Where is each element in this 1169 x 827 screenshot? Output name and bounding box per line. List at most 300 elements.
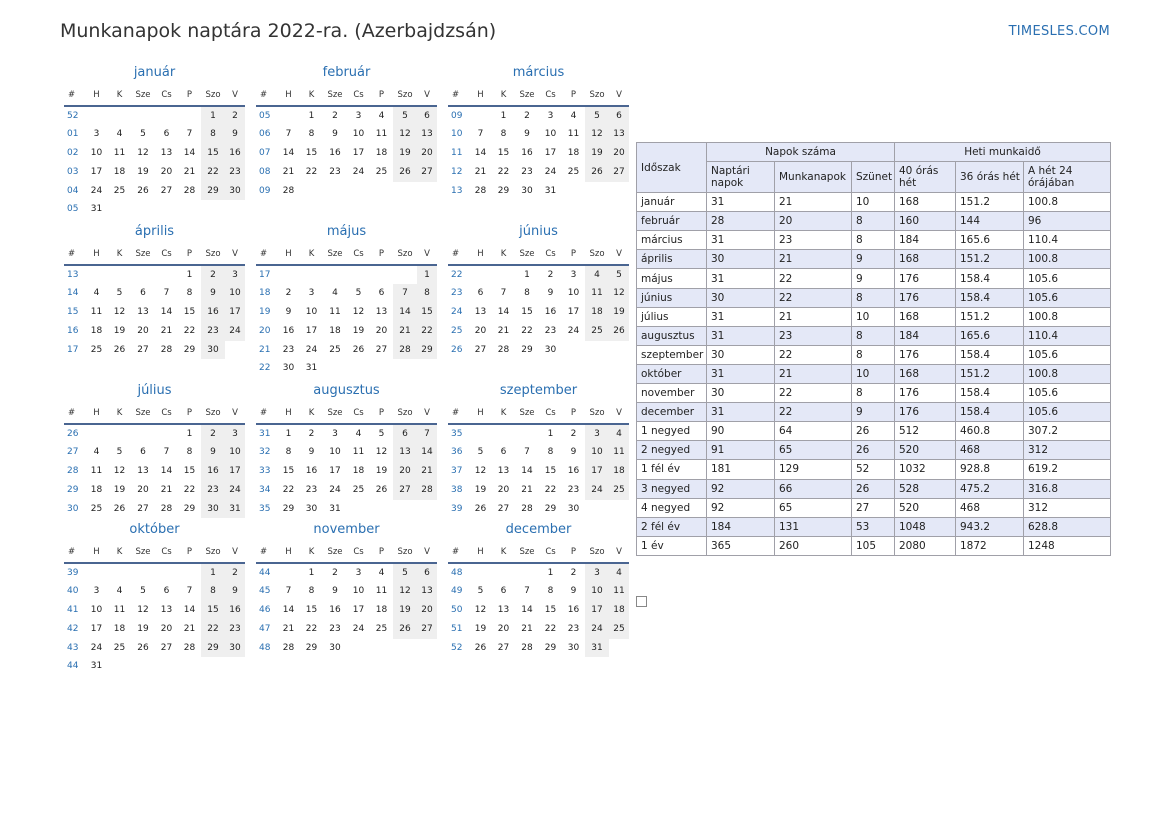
day-cell: 15 (201, 601, 225, 620)
day-cell: 12 (474, 466, 487, 477)
day-cell (562, 182, 585, 201)
day-cell: 13 (609, 125, 629, 144)
day-cell: 20 (393, 462, 417, 481)
weekday-header: V (417, 543, 437, 563)
week-row (448, 284, 629, 303)
week-number: 26 (451, 344, 463, 355)
value-cell: 9 (852, 250, 895, 269)
day-cell: 9 (332, 129, 338, 140)
day-cell: 11 (90, 307, 103, 318)
day-cell (131, 657, 155, 676)
day-cell: 8 (285, 447, 292, 458)
day-cell (370, 182, 393, 201)
week-number: 33 (259, 466, 271, 477)
day-cell: 1 (524, 269, 530, 280)
day-cell: 16 (521, 148, 533, 159)
day-cell: 25 (609, 481, 629, 500)
day-cell: 26 (609, 322, 629, 341)
month-calendar (64, 521, 245, 676)
day-cell: 3 (585, 424, 609, 444)
day-cell: 22 (544, 484, 557, 495)
day-cell: 14 (393, 303, 417, 322)
week-number: 27 (67, 447, 79, 458)
weekday-header: Sze (323, 404, 347, 424)
weekday-header: Cs (347, 404, 370, 424)
week-number: 32 (259, 447, 271, 458)
week-row (64, 125, 245, 144)
day-cell: 13 (497, 605, 510, 616)
day-cell: 28 (282, 185, 295, 196)
day-cell: 10 (544, 129, 557, 140)
day-cell: 5 (116, 447, 123, 458)
table-row (637, 326, 1111, 345)
day-cell: 11 (609, 582, 629, 601)
day-cell: 26 (474, 503, 487, 514)
value-cell: 260 (775, 536, 852, 555)
weekday-header: K (492, 404, 515, 424)
day-cell: 29 (183, 344, 196, 355)
week-number-header: # (64, 86, 85, 106)
value-cell: 27 (852, 498, 895, 517)
day-cell: 9 (332, 586, 338, 597)
value-cell: 92 (707, 498, 775, 517)
week-row (448, 144, 629, 163)
day-cell: 23 (544, 325, 557, 336)
weekday-header: Cs (539, 245, 562, 265)
period-cell: július (637, 307, 707, 326)
value-cell: 30 (707, 384, 775, 403)
value-cell: 100.8 (1024, 307, 1111, 326)
day-cell: 7 (524, 586, 530, 597)
week-number: 52 (451, 642, 463, 653)
day-cell: 23 (567, 623, 580, 634)
day-cell: 2 (201, 424, 225, 444)
weekday-header: H (277, 404, 300, 424)
day-cell: 15 (201, 144, 225, 163)
table-row (637, 250, 1111, 269)
value-cell: 26 (852, 422, 895, 441)
week-number: 25 (451, 325, 463, 336)
value-cell: 160 (895, 212, 956, 231)
value-cell: 144 (956, 212, 1024, 231)
period-cell: május (637, 269, 707, 288)
day-cell: 29 (521, 344, 533, 355)
week-row (448, 500, 629, 519)
value-cell: 9 (852, 403, 895, 422)
weekday-header: K (108, 86, 131, 106)
weekday-header: V (225, 543, 245, 563)
week-row (448, 322, 629, 341)
weekday-header: K (492, 245, 515, 265)
day-cell: 30 (282, 363, 295, 374)
day-cell: 28 (183, 185, 196, 196)
day-cell: 2 (285, 288, 292, 299)
day-cell: 7 (163, 447, 170, 458)
weekday-header: H (277, 86, 300, 106)
value-cell: 168 (895, 364, 956, 383)
day-cell: 30 (305, 503, 318, 514)
week-number: 21 (259, 344, 271, 355)
period-cell: 2 fél év (637, 517, 707, 536)
value-cell: 105 (852, 536, 895, 555)
week-number: 14 (67, 288, 79, 299)
week-row (448, 620, 629, 639)
week-number-header: # (64, 245, 85, 265)
day-cell: 28 (474, 185, 487, 196)
value-cell: 151.2 (956, 364, 1024, 383)
value-cell: 105.6 (1024, 288, 1111, 307)
weekday-header: P (370, 404, 393, 424)
week-row (448, 265, 629, 285)
weekday-header: K (300, 245, 323, 265)
value-cell: 520 (895, 441, 956, 460)
value-cell: 31 (707, 326, 775, 345)
week-number: 46 (259, 605, 271, 616)
day-cell (201, 657, 225, 676)
day-cell (300, 182, 323, 201)
week-row (256, 182, 437, 201)
day-cell (515, 563, 539, 583)
day-cell: 10 (225, 284, 245, 303)
day-cell: 29 (282, 503, 295, 514)
day-cell: 10 (305, 307, 318, 318)
table-row (637, 498, 1111, 517)
day-cell: 9 (547, 288, 554, 299)
week-row (64, 563, 245, 583)
day-cell: 23 (225, 620, 245, 639)
day-cell: 11 (375, 129, 388, 140)
week-number: 08 (259, 166, 271, 177)
day-cell: 5 (477, 586, 484, 597)
value-cell: 460.8 (956, 422, 1024, 441)
day-cell: 12 (474, 605, 487, 616)
day-cell: 13 (497, 466, 510, 477)
week-number: 05 (67, 204, 79, 215)
day-cell (85, 424, 108, 444)
value-cell: 176 (895, 345, 956, 364)
day-cell: 26 (113, 344, 126, 355)
day-cell: 9 (201, 443, 225, 462)
day-cell (393, 265, 417, 285)
day-cell: 7 (500, 288, 507, 299)
week-number: 15 (67, 307, 79, 318)
month-name: november (313, 522, 380, 537)
value-cell: 105.6 (1024, 384, 1111, 403)
weekday-header: Sze (515, 245, 539, 265)
day-cell: 6 (378, 288, 385, 299)
day-cell: 11 (567, 129, 580, 140)
day-cell: 2 (570, 428, 577, 439)
day-cell: 1 (417, 265, 437, 285)
day-cell: 7 (285, 129, 292, 140)
weekday-header: Szo (585, 404, 609, 424)
day-cell: 14 (183, 148, 196, 159)
day-cell: 16 (201, 462, 225, 481)
week-row (448, 303, 629, 322)
day-cell (585, 182, 609, 201)
day-cell (178, 563, 201, 583)
week-row (64, 620, 245, 639)
day-cell (370, 359, 393, 378)
value-cell: 21 (775, 193, 852, 212)
day-cell: 23 (329, 623, 341, 634)
day-cell: 12 (352, 307, 365, 318)
week-number: 24 (451, 307, 463, 318)
weekday-header: K (300, 86, 323, 106)
week-row (64, 341, 245, 360)
day-cell: 30 (329, 642, 341, 653)
value-cell: 8 (852, 384, 895, 403)
week-row (64, 582, 245, 601)
day-cell: 16 (225, 601, 245, 620)
value-cell: 26 (852, 479, 895, 498)
day-cell: 29 (305, 642, 318, 653)
day-cell: 5 (393, 563, 417, 583)
day-cell: 20 (497, 623, 510, 634)
day-cell: 15 (521, 307, 533, 318)
day-cell (609, 341, 629, 360)
week-number: 37 (451, 466, 463, 477)
day-cell: 18 (329, 325, 341, 336)
value-cell: 1248 (1024, 536, 1111, 555)
day-cell: 14 (497, 307, 510, 318)
week-number: 47 (259, 623, 271, 634)
period-cell: december (637, 403, 707, 422)
week-number: 49 (451, 586, 463, 597)
day-cell: 14 (474, 148, 487, 159)
day-cell: 22 (183, 325, 196, 336)
day-cell: 18 (609, 462, 629, 481)
week-number: 43 (67, 642, 79, 653)
day-cell: 24 (225, 322, 245, 341)
value-cell: 21 (775, 250, 852, 269)
day-cell: 25 (609, 620, 629, 639)
weekday-header: P (178, 86, 201, 106)
day-cell: 25 (375, 623, 388, 634)
day-cell: 14 (160, 466, 173, 477)
weekday-header: K (300, 543, 323, 563)
day-cell: 3 (308, 288, 315, 299)
site-logo-link[interactable]: TIMESLES.COM (1008, 24, 1110, 39)
table-row (637, 536, 1111, 555)
day-cell: 2 (547, 269, 554, 280)
day-cell: 25 (375, 166, 388, 177)
week-number-header: # (448, 86, 469, 106)
day-cell: 17 (585, 462, 609, 481)
day-cell (155, 265, 178, 285)
weekday-header: H (469, 86, 492, 106)
week-number: 50 (451, 605, 463, 616)
day-cell: 18 (90, 484, 103, 495)
day-cell: 21 (282, 623, 295, 634)
value-cell: 176 (895, 403, 956, 422)
week-row (64, 657, 245, 676)
value-cell: 316.8 (1024, 479, 1111, 498)
day-cell (492, 265, 515, 285)
day-cell: 4 (93, 288, 100, 299)
day-cell (277, 106, 300, 126)
day-cell: 12 (609, 284, 629, 303)
weekday-header: V (417, 404, 437, 424)
table-row (637, 403, 1111, 422)
day-cell: 1 (201, 106, 225, 126)
day-cell: 8 (547, 586, 554, 597)
value-cell: 64 (775, 422, 852, 441)
week-row (256, 303, 437, 322)
day-cell: 6 (609, 106, 629, 126)
week-row (448, 163, 629, 182)
value-cell: 8 (852, 231, 895, 250)
value-cell: 307.2 (1024, 422, 1111, 441)
month-name: február (322, 65, 371, 80)
value-cell: 52 (852, 460, 895, 479)
day-cell: 6 (163, 129, 170, 140)
value-cell: 8 (852, 345, 895, 364)
day-cell: 22 (305, 166, 318, 177)
day-cell: 28 (393, 341, 417, 360)
value-cell: 90 (707, 422, 775, 441)
table-row (637, 345, 1111, 364)
weekday-header: K (108, 404, 131, 424)
day-cell: 20 (137, 484, 149, 495)
value-cell: 92 (707, 479, 775, 498)
value-cell: 1872 (956, 536, 1024, 555)
value-cell: 100.8 (1024, 250, 1111, 269)
day-cell: 17 (585, 601, 609, 620)
weekday-header: Cs (155, 86, 178, 106)
day-cell: 24 (90, 185, 103, 196)
day-cell (585, 341, 609, 360)
day-cell (131, 424, 155, 444)
header-40h-week: 40 órás hét (895, 162, 956, 193)
weekday-header: Cs (347, 543, 370, 563)
value-cell: 468 (956, 441, 1024, 460)
day-cell: 2 (225, 106, 245, 126)
day-cell: 17 (90, 623, 103, 634)
table-row (637, 269, 1111, 288)
day-cell: 7 (524, 447, 530, 458)
day-cell: 9 (570, 586, 577, 597)
day-cell: 2 (225, 563, 245, 583)
day-cell (370, 500, 393, 519)
day-cell (155, 106, 178, 126)
day-cell (393, 639, 417, 658)
day-cell: 5 (140, 586, 146, 597)
day-cell: 27 (393, 481, 417, 500)
day-cell: 24 (544, 166, 557, 177)
day-cell (492, 424, 515, 444)
day-cell: 8 (417, 284, 437, 303)
value-cell: 22 (775, 288, 852, 307)
day-cell: 3 (332, 428, 338, 439)
day-cell: 1 (201, 563, 225, 583)
week-number: 44 (67, 661, 79, 672)
week-number: 04 (67, 185, 79, 196)
day-cell: 22 (183, 484, 196, 495)
header-holidays: Szünet (852, 162, 895, 193)
period-cell: szeptember (637, 345, 707, 364)
day-cell: 11 (609, 443, 629, 462)
value-cell: 31 (707, 307, 775, 326)
day-cell: 13 (393, 443, 417, 462)
day-cell: 20 (609, 144, 629, 163)
week-number: 51 (451, 623, 463, 634)
day-cell: 25 (90, 503, 103, 514)
day-cell: 16 (305, 466, 318, 477)
day-cell: 24 (585, 620, 609, 639)
week-row (256, 125, 437, 144)
day-cell (515, 424, 539, 444)
month-name: május (326, 224, 367, 239)
value-cell: 31 (707, 231, 775, 250)
weekday-header: K (108, 245, 131, 265)
weekday-header: K (492, 543, 515, 563)
month-name: január (133, 65, 176, 80)
day-cell: 3 (570, 269, 577, 280)
day-cell: 2 (308, 428, 315, 439)
day-cell: 17 (225, 303, 245, 322)
day-cell: 29 (417, 341, 437, 360)
day-cell (108, 265, 131, 285)
weekday-header: Sze (323, 245, 347, 265)
day-cell: 27 (160, 185, 173, 196)
day-cell (155, 424, 178, 444)
day-cell: 1 (308, 110, 315, 121)
day-cell: 13 (160, 148, 173, 159)
day-cell: 18 (90, 325, 103, 336)
month-calendar (64, 64, 245, 219)
weekday-header: P (562, 86, 585, 106)
day-cell: 25 (113, 185, 126, 196)
weekday-header: Sze (515, 404, 539, 424)
week-row (448, 601, 629, 620)
day-cell: 14 (417, 443, 437, 462)
day-cell: 6 (500, 447, 507, 458)
week-number: 34 (259, 484, 271, 495)
day-cell: 2 (570, 567, 577, 578)
value-cell: 168 (895, 307, 956, 326)
day-cell: 4 (609, 424, 629, 444)
day-cell: 31 (544, 185, 557, 196)
day-cell (225, 657, 245, 676)
week-number: 20 (259, 325, 271, 336)
work-hours-table (636, 142, 1111, 556)
weekday-header: H (85, 404, 108, 424)
value-cell: 21 (775, 364, 852, 383)
value-cell: 23 (775, 326, 852, 345)
day-cell: 13 (137, 307, 149, 318)
weekday-header: Sze (515, 543, 539, 563)
day-cell: 3 (547, 110, 554, 121)
day-cell: 9 (524, 129, 530, 140)
day-cell: 18 (113, 166, 126, 177)
week-number: 01 (67, 129, 79, 140)
day-cell: 29 (544, 642, 557, 653)
week-row (448, 424, 629, 444)
value-cell: 165.6 (956, 326, 1024, 345)
weekday-header: Cs (539, 86, 562, 106)
weekday-header: H (85, 245, 108, 265)
weekday-header: P (370, 543, 393, 563)
day-cell: 6 (163, 586, 170, 597)
day-cell (131, 265, 155, 285)
month-calendar (256, 521, 437, 657)
day-cell: 21 (521, 484, 533, 495)
day-cell: 21 (474, 166, 487, 177)
checkbox[interactable] (636, 596, 647, 607)
value-cell: 100.8 (1024, 193, 1111, 212)
day-cell (108, 424, 131, 444)
